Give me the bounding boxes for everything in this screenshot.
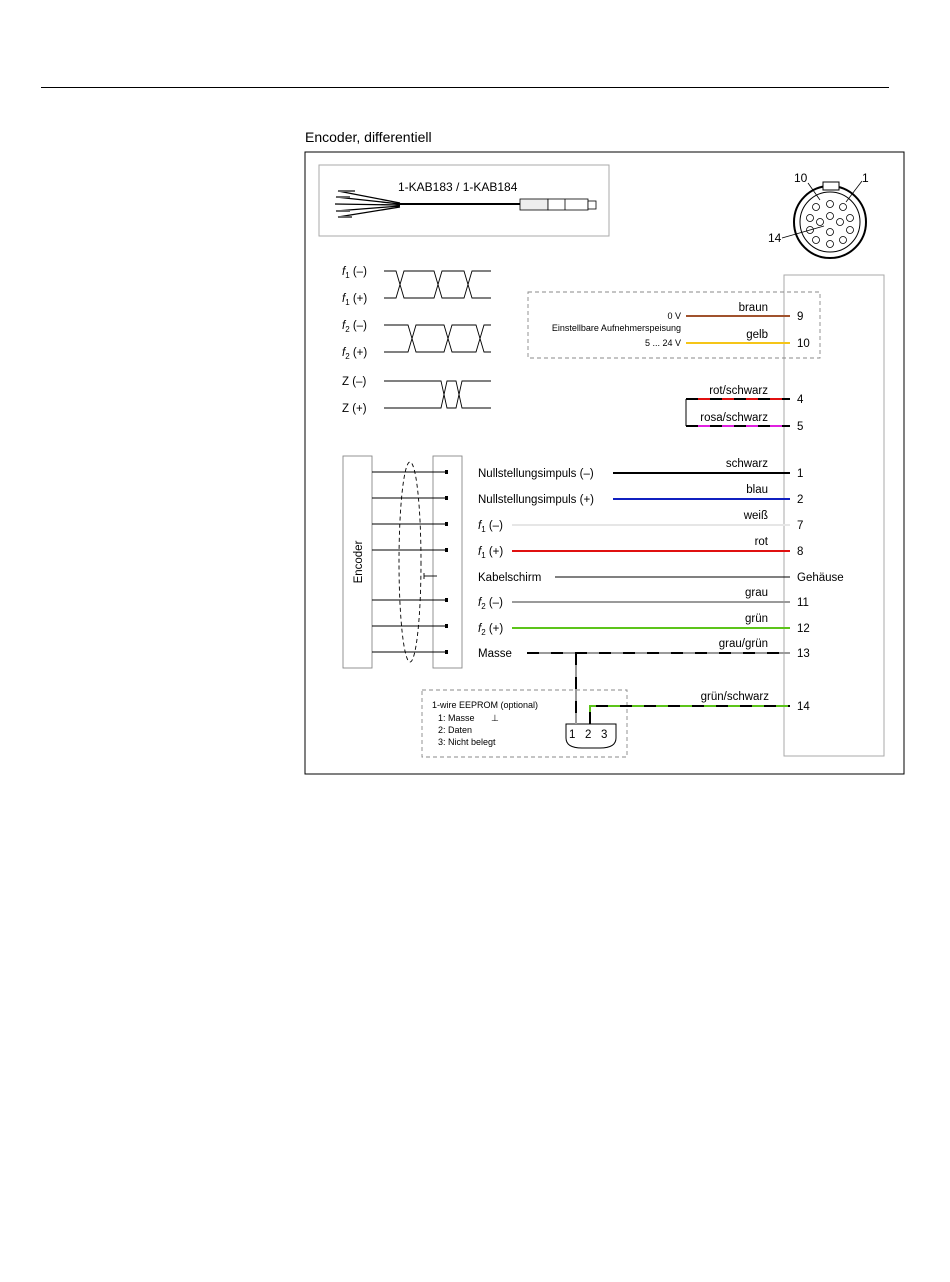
wire-gruen-schwarz — [590, 706, 790, 724]
connector-pin-14: 14 — [768, 231, 782, 245]
shield-ellipse — [399, 462, 421, 662]
pin-7: 7 — [797, 520, 804, 532]
signal-timing — [384, 271, 491, 408]
ground-symbol: ⊥ — [491, 713, 499, 723]
label-gehaeuse: Gehäuse — [797, 572, 844, 584]
pin-4: 4 — [797, 394, 804, 406]
label-f2-minus-row: $f_2$ (–) — [478, 597, 503, 611]
encoder-block — [343, 456, 462, 668]
pin-12: 12 — [797, 623, 810, 635]
eeprom-line-3: 3: Nicht belegt — [438, 737, 496, 747]
eeprom-pin-2: 2 — [585, 729, 592, 741]
pin-5: 5 — [797, 421, 804, 433]
encoder-label: Encoder — [353, 540, 365, 584]
label-masse: Masse — [478, 648, 512, 660]
label-f1-minus-row: $f_1$ (–) — [478, 520, 503, 534]
supply-description: Einstellbare Aufnehmerspeisung — [551, 323, 681, 333]
supply-range: 5 ... 24 V — [644, 338, 681, 348]
color-rot: rot — [754, 536, 768, 548]
connector-pinout — [768, 171, 869, 258]
pin-10: 10 — [797, 338, 810, 350]
cable-label: 1-KAB183 / 1-KAB184 — [398, 180, 518, 194]
pin-14: 14 — [797, 701, 810, 713]
color-grau-gruen: grau/grün — [718, 638, 768, 650]
pin-11: 11 — [797, 597, 809, 609]
pin-9: 9 — [797, 311, 804, 323]
pin-1: 1 — [797, 468, 804, 480]
eeprom-pin-3: 3 — [601, 729, 608, 741]
color-rosa-schwarz: rosa/schwarz — [700, 412, 768, 424]
label-f1-plus-row: $f_1$ (+) — [478, 546, 504, 560]
eeprom-pin-1: 1 — [569, 729, 576, 741]
label-f2-plus: $f_2$ (+) — [342, 347, 368, 361]
eeprom-line-1: 1: Masse — [438, 713, 475, 723]
supply-section — [528, 292, 820, 358]
color-gruen: grün — [744, 613, 768, 625]
label-f2-minus: $f_2$ (–) — [342, 320, 367, 334]
eeprom-line-2: 2: Daten — [438, 725, 473, 735]
supply-0v: 0 V — [667, 311, 681, 321]
eeprom-section — [422, 653, 810, 757]
pin-13: 13 — [797, 648, 810, 660]
figure-title: Encoder, differentiell — [305, 129, 432, 145]
eeprom-title: 1-wire EEPROM (optional) — [432, 700, 539, 710]
label-z-plus: Z (+) — [342, 403, 367, 415]
color-schwarz: schwarz — [725, 458, 768, 470]
color-gelb: gelb — [746, 329, 768, 341]
wiring-rows — [478, 458, 844, 660]
label-null-minus: Nullstellungsimpuls (–) — [478, 468, 594, 480]
label-f1-plus: $f_1$ (+) — [342, 293, 368, 307]
label-f2-plus-row: $f_2$ (+) — [478, 623, 504, 637]
color-blau: blau — [746, 484, 768, 496]
sense-section — [686, 385, 804, 433]
color-rot-schwarz: rot/schwarz — [709, 385, 768, 397]
color-braun: braun — [738, 302, 768, 314]
label-z-minus: Z (–) — [342, 376, 367, 388]
color-grau: grau — [744, 587, 768, 599]
label-null-plus: Nullstellungsimpuls (+) — [478, 494, 594, 506]
label-kabelschirm: Kabelschirm — [478, 572, 542, 584]
label-f1-minus: $f_1$ (–) — [342, 266, 367, 280]
pin-2: 2 — [797, 494, 804, 506]
color-weiss: weiß — [743, 510, 768, 522]
connector-pin-10: 10 — [794, 171, 808, 185]
pin-8: 8 — [797, 546, 804, 558]
color-gruen-schwarz: grün/schwarz — [700, 691, 769, 703]
cable-illustration — [319, 165, 609, 236]
signal-labels — [342, 266, 367, 415]
connector-pin-1: 1 — [862, 171, 869, 185]
